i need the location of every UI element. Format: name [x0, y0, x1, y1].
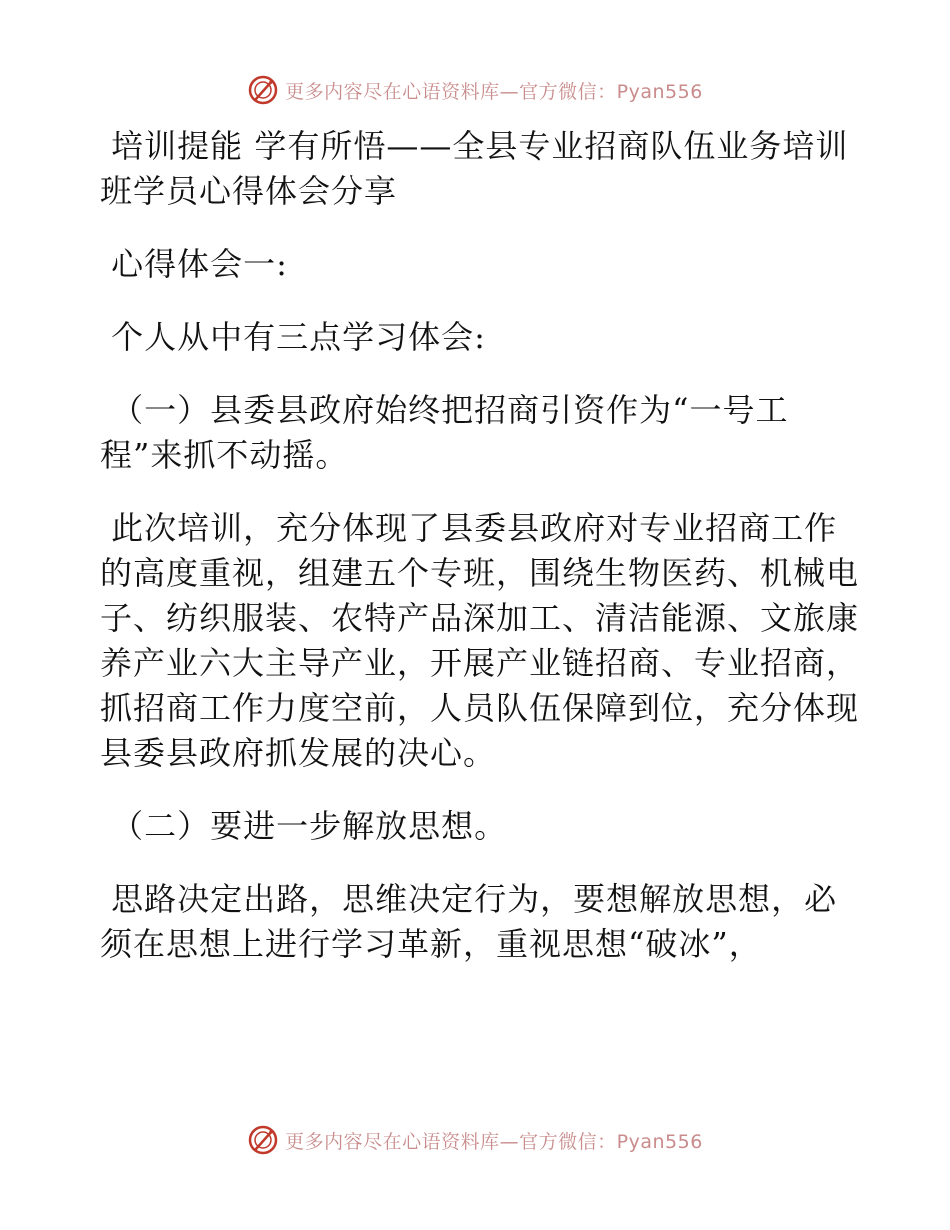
watermark-text: 更多内容尽在心语资料库—官方微信：Pyan556 [285, 1130, 703, 1153]
logo-seal-icon [247, 1124, 279, 1156]
paragraph: （二）要进一步解放思想。 [100, 807, 508, 845]
document-title: 培训提能 学有所悟——全县专业招商队伍业务培训班学员心得体会分享 [100, 127, 849, 210]
logo-seal-icon [247, 74, 279, 106]
watermark-text: 更多内容尽在心语资料库—官方微信：Pyan556 [285, 80, 703, 103]
paragraph: 此次培训，充分体现了县委县政府对专业招商工作的高度重视，组建五个专班，围绕生物医药、机械电子、纺织服装、农特产品深加工、清洁能源、文旅康养产业六大主导产业，开展产业链招商、专业招商，抓招商工作力度空前，人员队伍保障到位，充分体现县委县政府抓发展的决心。 [100, 509, 860, 772]
watermark-header [0, 70, 950, 110]
watermark-footer [0, 1120, 950, 1160]
paragraph: 心得体会一: [100, 245, 288, 283]
paragraph: 思路决定出路，思维决定行为，要想解放思想，必须在思想上进行学习革新，重视思想“破冰”， [100, 880, 838, 963]
paragraph: （一）县委县政府始终把招商引资作为“一号工程”来抓不动摇。 [100, 391, 789, 474]
document-body [100, 124, 860, 967]
paragraph: 个人从中有三点学习体会: [100, 318, 486, 356]
